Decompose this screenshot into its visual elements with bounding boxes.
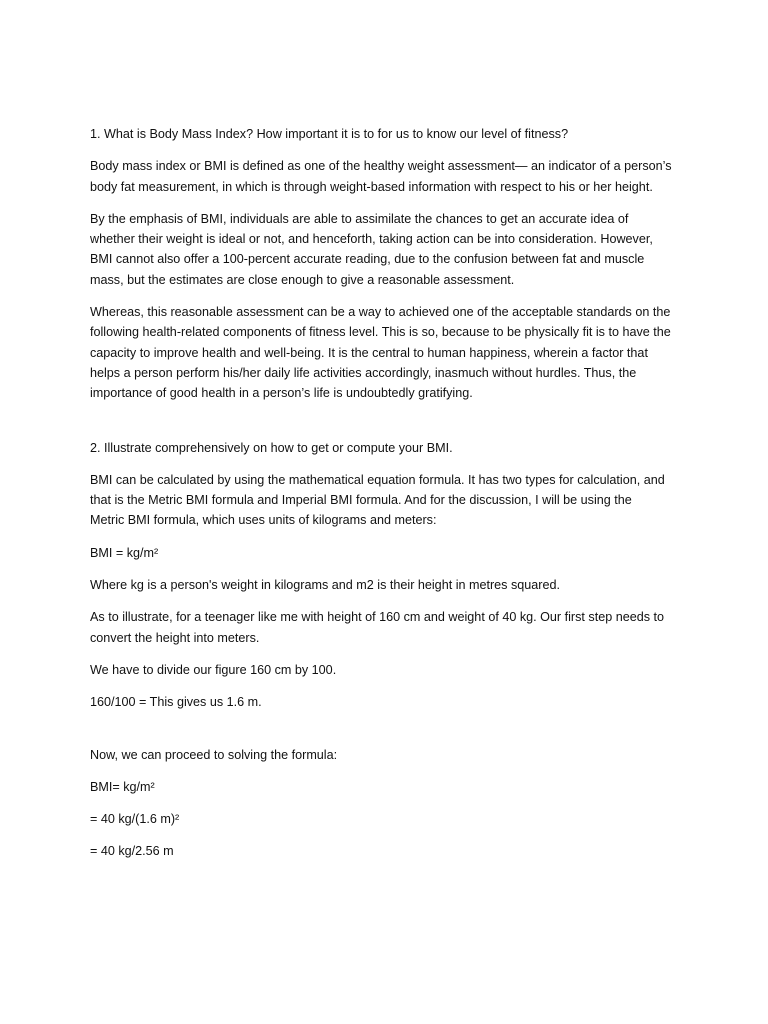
text-line: Body mass index or BMI is defined as one of the healthy weight assessment— an indicator of a person’s (90, 159, 672, 174)
text-line: As to illustrate, for a teenager like me with height of 160 cm and weight of 40 kg. Our first step needs to (90, 610, 665, 625)
paragraph-spacer (90, 725, 690, 745)
text-line: whether their weight is ideal or not, and henceforth, taking action can be into consideration. However, (90, 232, 653, 247)
text-line: body fat measurement, in which is through weight-based information with respect to his or her height. (90, 179, 653, 194)
q2-paragraph-3 (90, 607, 690, 648)
q2-paragraph-4: We have to divide our figure 160 cm by 100. (90, 662, 337, 677)
text-line: capacity to improve health and well-being. It is the central to human happiness, wherein a factor that (90, 345, 648, 360)
text-line: BMI cannot also offer a 100-percent accurate reading, due to the confusion between fat and muscle (90, 252, 645, 267)
section-spacer (90, 416, 690, 438)
bmi-formula: BMI = kg/m² (90, 545, 159, 560)
question-2-heading: 2. Illustrate comprehensively on how to get or compute your BMI. (90, 440, 453, 455)
text-line: Whereas, this reasonable assessment can be a way to achieved one of the acceptable standards on the (90, 305, 671, 320)
calculation-step-2: = 40 kg/2.56 m (90, 844, 174, 859)
text-line: BMI can be calculated by using the mathematical equation formula. It has two types for calculation, and (90, 472, 665, 487)
text-line: importance of good health in a person’s life is undoubtedly gratifying. (90, 386, 473, 401)
text-line: following health-related components of fitness level. This is so, because to be physically fit is to have the (90, 325, 671, 340)
text-line: By the emphasis of BMI, individuals are able to assimilate the chances to get an accurate idea of (90, 211, 629, 226)
document-body (90, 124, 690, 874)
question-1-heading: 1. What is Body Mass Index? How important it is to for us to know our level of fitness? (90, 127, 569, 141)
q2-paragraph-2: Where kg is a person's weight in kilograms and m2 is their height in metres squared. (90, 578, 560, 593)
q2-paragraph-6: Now, we can proceed to solving the formula: (90, 747, 338, 762)
q1-paragraph-1 (90, 156, 690, 197)
q1-paragraph-2 (90, 209, 690, 290)
text-line: mass, but the estimates are close enough to give a reasonable assessment. (90, 272, 515, 287)
q2-paragraph-5: 160/100 = This gives us 1.6 m. (90, 695, 262, 710)
calculation-step-1: = 40 kg/(1.6 m)² (90, 812, 180, 827)
text-line: convert the height into meters. (90, 630, 260, 645)
text-line: helps a person perform his/her daily life activities accordingly, inasmuch without hurdles. Thus, the (90, 365, 637, 380)
bmi-formula-repeat: BMI= kg/m² (90, 779, 155, 794)
text-line: that is the Metric BMI formula and Imperial BMI formula. And for the discussion, I will be using the (90, 493, 632, 508)
q2-paragraph-1 (90, 470, 690, 531)
q1-paragraph-3 (90, 302, 690, 403)
text-line: Metric BMI formula, which uses units of kilograms and meters: (90, 513, 437, 528)
